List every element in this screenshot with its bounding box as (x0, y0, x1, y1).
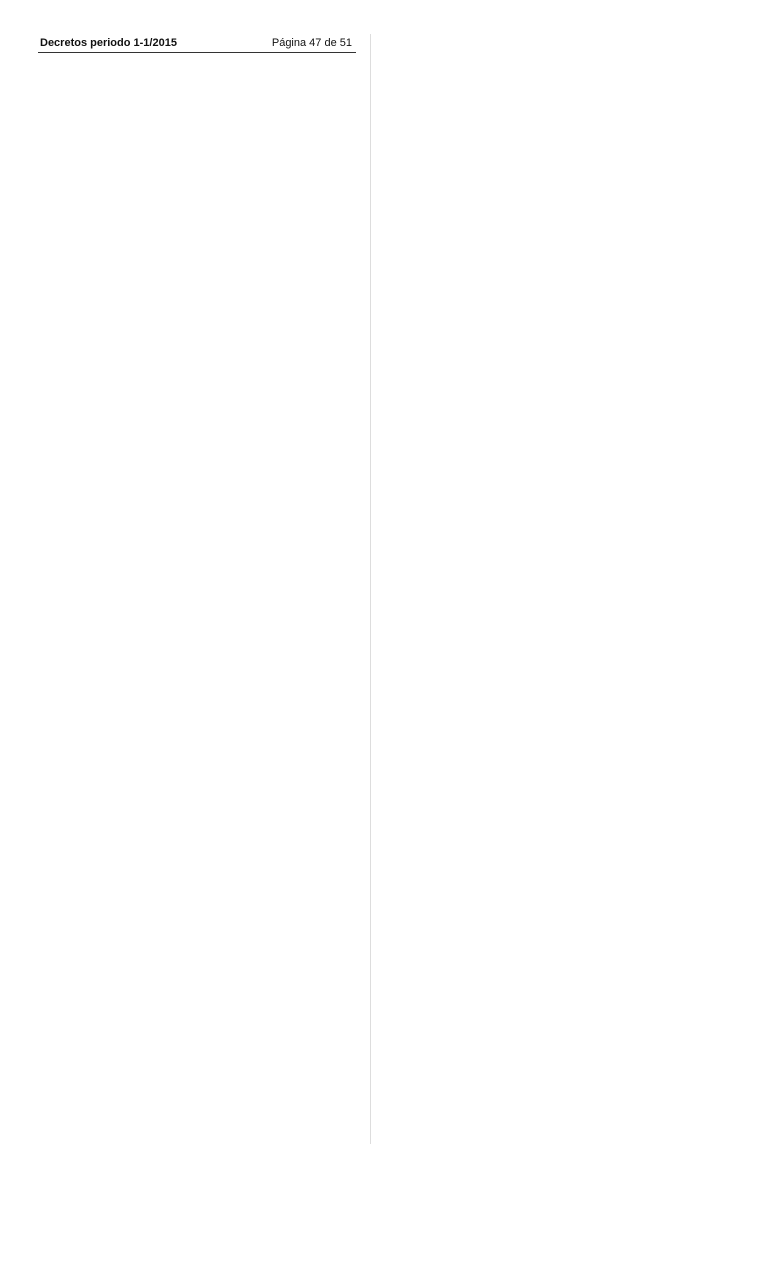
page-number: Página 47 de 51 (271, 37, 352, 49)
page-header (38, 34, 356, 53)
document-period: Decretos periodo 1-1/2015 (40, 37, 177, 49)
column-divider (370, 34, 371, 1144)
